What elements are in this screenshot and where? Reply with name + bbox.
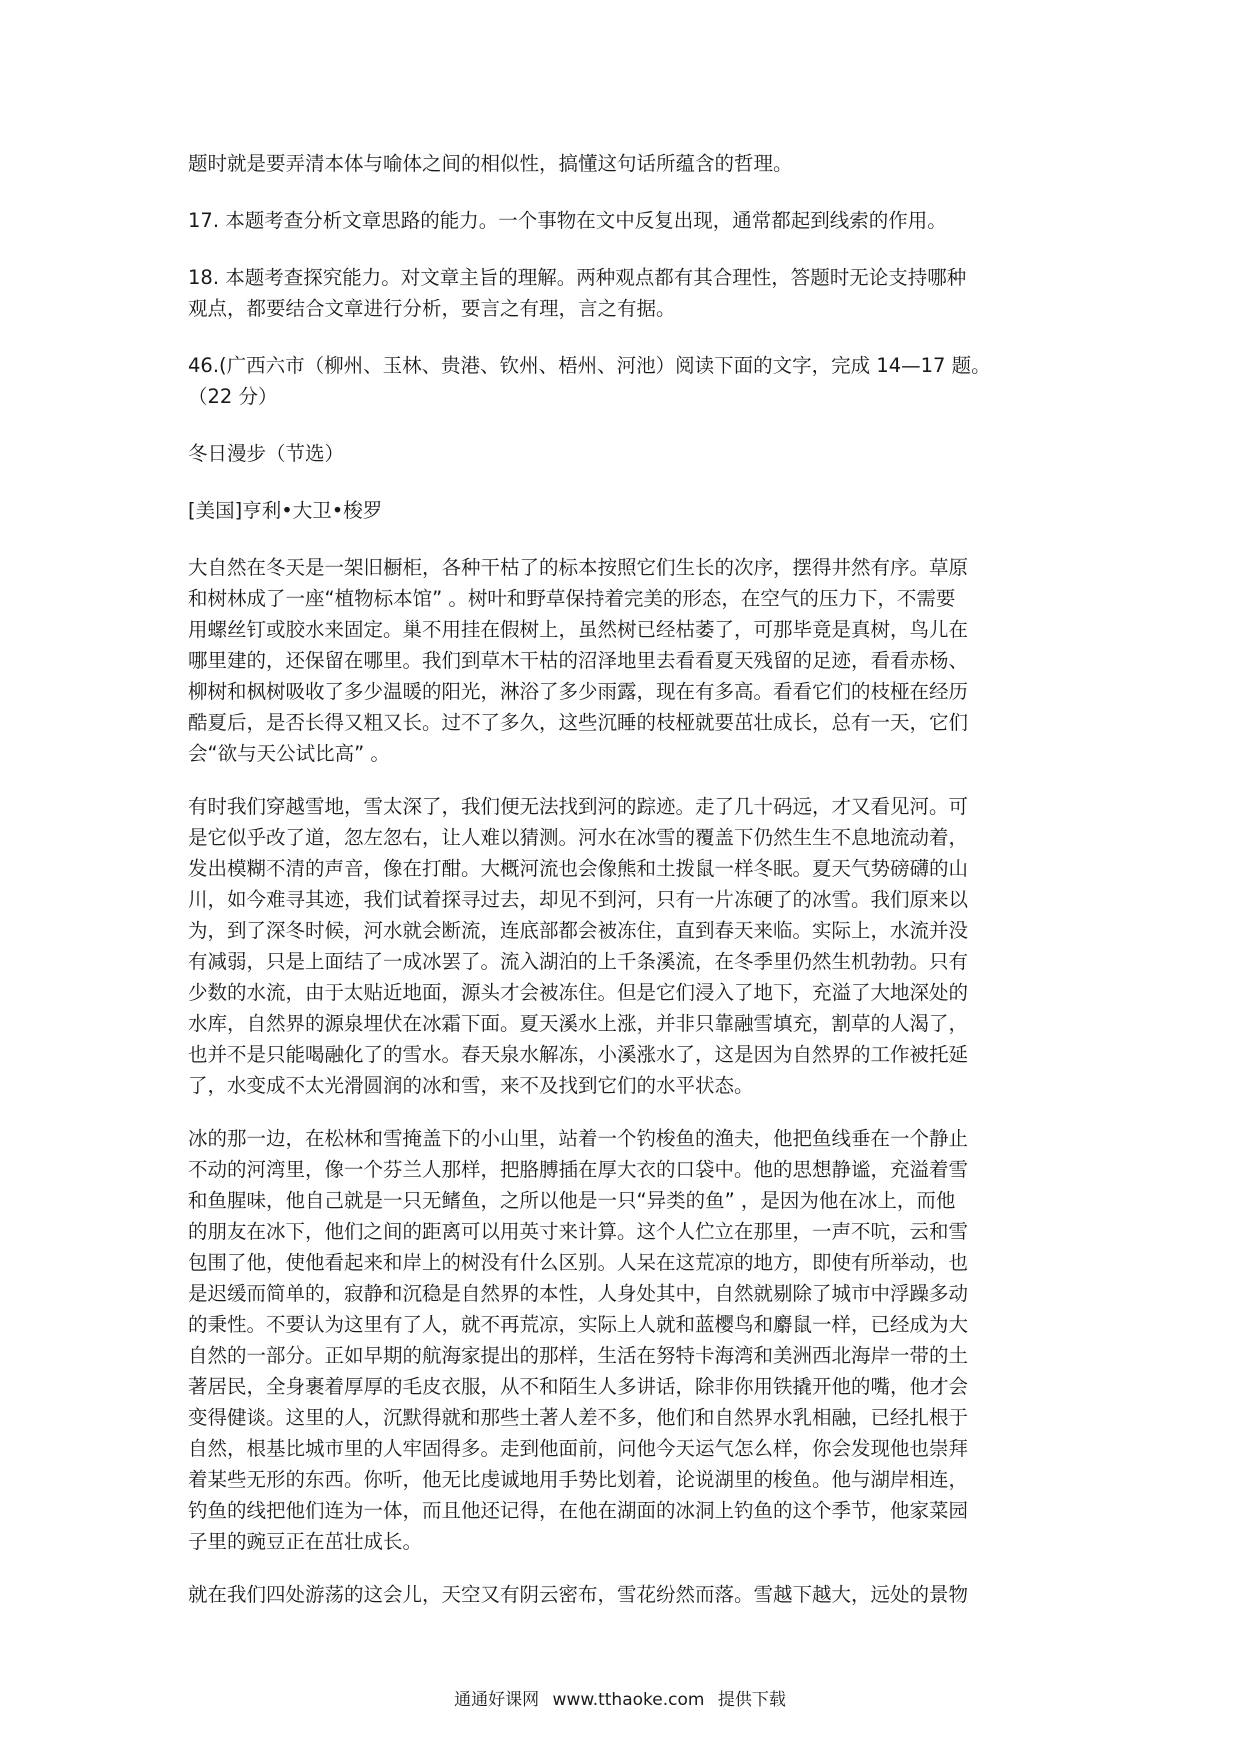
text-line: 会“欲与天公试比高” 。 bbox=[188, 742, 390, 765]
footer-note: 提供下载 bbox=[717, 1690, 786, 1710]
text-line: 也并不是只能喝融化了的雪水。春天泉水解冻，小溪涨水了，这是因为自然界的工作被托延 bbox=[188, 1043, 969, 1066]
text-line: 钓鱼的线把他们连为一体，而且他还记得，在他在湖面的冰洞上钓鱼的这个季节，他家菜园 bbox=[188, 1499, 969, 1522]
text-line: 自然的一部分。正如早期的航海家提出的那样，生活在努特卡海湾和美洲西北海岸一带的土 bbox=[188, 1344, 969, 1367]
text-line: 了，水变成不太光滑圆润的冰和雪，来不及找到它们的水平状态。 bbox=[188, 1074, 754, 1097]
text-line: 就在我们四处游荡的这会儿，天空又有阴云密布，雪花纷然而落。雪越下越大，远处的景物 bbox=[188, 1583, 969, 1606]
text-line: 变得健谈。这里的人，沉默得就和那些土著人差不多，他们和自然界水乳相融，已经扎根于 bbox=[188, 1406, 969, 1429]
text-line: 自然，根基比城市里的人牢固得多。走到他面前，问他今天运气怎么样，你会发现他也崇拜 bbox=[188, 1437, 969, 1460]
text-line: 子里的豌豆正在茁壮成长。 bbox=[188, 1530, 423, 1553]
text-line: 观点，都要结合文章进行分析，要言之有理，言之有据。 bbox=[188, 297, 676, 320]
text-line: 酷夏后，是否长得又粗又长。过不了多久，这些沉睡的枝桠就要茁壮成长，总有一天，它们 bbox=[188, 711, 969, 734]
text-line: [美国]亨利•大卫•梭罗 bbox=[188, 499, 383, 522]
text-line: 题时就是要弄清本体与喻体之间的相似性，搞懂这句话所蕴含的哲理。 bbox=[188, 152, 793, 175]
paragraph-answer-18 bbox=[188, 262, 1068, 324]
text-line: 著居民，全身裹着厚厚的毛皮衣服，从不和陌生人多讲话，除非你用铁撬开他的嘴，他才会 bbox=[188, 1375, 969, 1398]
text-line: 17. 本题考查分析文章思路的能力。一个事物在文中反复出现，通常都起到线索的作用。 bbox=[188, 209, 947, 232]
footer-site-name: 通通好课网 bbox=[454, 1690, 540, 1710]
text-line: 水库，自然界的源泉埋伏在冰霜下面。夏天溪水上涨，并非只靠融雪填充，割草的人渴了， bbox=[188, 1012, 969, 1035]
text-line: 有时我们穿越雪地，雪太深了，我们便无法找到河的踪迹。走了几十码远，才又看见河。可 bbox=[188, 795, 969, 818]
text-line: 不动的河湾里，像一个芬兰人那样，把胳膊插在厚大衣的口袋中。他的思想静谧，充溢着雪 bbox=[188, 1158, 969, 1181]
text-line: 大自然在冬天是一架旧橱柜，各种干枯了的标本按照它们生长的次序，摆得井然有序。草原 bbox=[188, 556, 969, 579]
text-line: 有减弱，只是上面结了一成冰罢了。流入湖泊的上千条溪流，在冬季里仍然生机勃勃。只有 bbox=[188, 950, 969, 973]
text-line: 哪里建的，还保留在哪里。我们到草木干枯的沼泽地里去看看夏天残留的足迹，看看赤杨、 bbox=[188, 649, 969, 672]
text-line: 用螺丝钉或胶水来固定。巢不用挂在假树上，虽然树已经枯萎了，可那毕竟是真树，鸟儿在 bbox=[188, 618, 969, 641]
article-title bbox=[188, 438, 1068, 469]
text-line: 着某些无形的东西。你听，他无比虔诚地用手势比划着，论说湖里的梭鱼。他与湖岸相连， bbox=[188, 1468, 969, 1491]
text-line: 18. 本题考查探究能力。对文章主旨的理解。两种观点都有其合理性，答题时无论支持哪种 bbox=[188, 266, 967, 289]
footer-url: www.tthaoke.com bbox=[552, 1690, 705, 1710]
article-paragraph-4 bbox=[188, 1579, 1068, 1610]
text-line: 发出模糊不清的声音，像在打酣。大概河流也会像熊和土拨鼠一样冬眠。夏天气势磅礴的山 bbox=[188, 857, 969, 880]
text-line: 的秉性。不要认为这里有了人，就不再荒凉，实际上人就和蓝樱鸟和麝鼠一样，已经成为大 bbox=[188, 1313, 969, 1336]
text-line: 少数的水流，由于太贴近地面，源头才会被冻住。但是它们浸入了地下，充溢了大地深处的 bbox=[188, 981, 969, 1004]
text-line: 为，到了深冬时候，河水就会断流，连底部都会被冻住，直到春天来临。实际上，水流并没 bbox=[188, 919, 969, 942]
text-line: 冬日漫步（节选） bbox=[188, 442, 345, 465]
text-line: 46.(广西六市（柳州、玉林、贵港、钦州、梧州、河池）阅读下面的文字，完成 14—17 题。 bbox=[188, 354, 991, 377]
text-line: 冰的那一边，在松林和雪掩盖下的小山里，站着一个钓梭鱼的渔夫，他把鱼线垂在一个静止 bbox=[188, 1127, 969, 1150]
document-body bbox=[188, 148, 1068, 1632]
text-line: 和鱼腥味，他自己就是一只无鳍鱼，之所以他是一只“异类的鱼” ，是因为他在冰上，而他 bbox=[188, 1189, 956, 1212]
page-footer bbox=[0, 1685, 1240, 1710]
text-line: 包围了他，使他看起来和岸上的树没有什么区别。人呆在这荒凉的地方，即使有所举动，也 bbox=[188, 1251, 969, 1274]
text-line: （22 分） bbox=[188, 385, 278, 408]
text-line: 是迟缓而简单的，寂静和沉稳是自然界的本性，人身处其中，自然就剔除了城市中浮躁多动 bbox=[188, 1282, 969, 1305]
text-line: 的朋友在冰下，他们之间的距离可以用英寸来计算。这个人伫立在那里，一声不吭，云和雪 bbox=[188, 1220, 969, 1243]
text-line: 和树林成了一座“植物标本馆” 。树叶和野草保持着完美的形态，在空气的压力下，不需要 bbox=[188, 587, 956, 610]
article-author bbox=[188, 495, 1068, 526]
text-line: 柳树和枫树吸收了多少温暖的阳光，淋浴了多少雨露，现在有多高。看看它们的枝桠在经历 bbox=[188, 680, 969, 703]
article-paragraph-3 bbox=[188, 1123, 1068, 1557]
text-line: 是它似乎改了道，忽左忽右，让人难以猜测。河水在冰雪的覆盖下仍然生生不息地流动着， bbox=[188, 826, 969, 849]
article-paragraph-1 bbox=[188, 552, 1068, 769]
paragraph-intro-explanation bbox=[188, 148, 1068, 179]
article-paragraph-2 bbox=[188, 791, 1068, 1101]
paragraph-question-46-heading bbox=[188, 350, 1068, 412]
paragraph-answer-17 bbox=[188, 205, 1068, 236]
text-line: 川，如今难寻其迹，我们试着探寻过去，却见不到河，只有一片冻硬了的冰雪。我们原来以 bbox=[188, 888, 969, 911]
